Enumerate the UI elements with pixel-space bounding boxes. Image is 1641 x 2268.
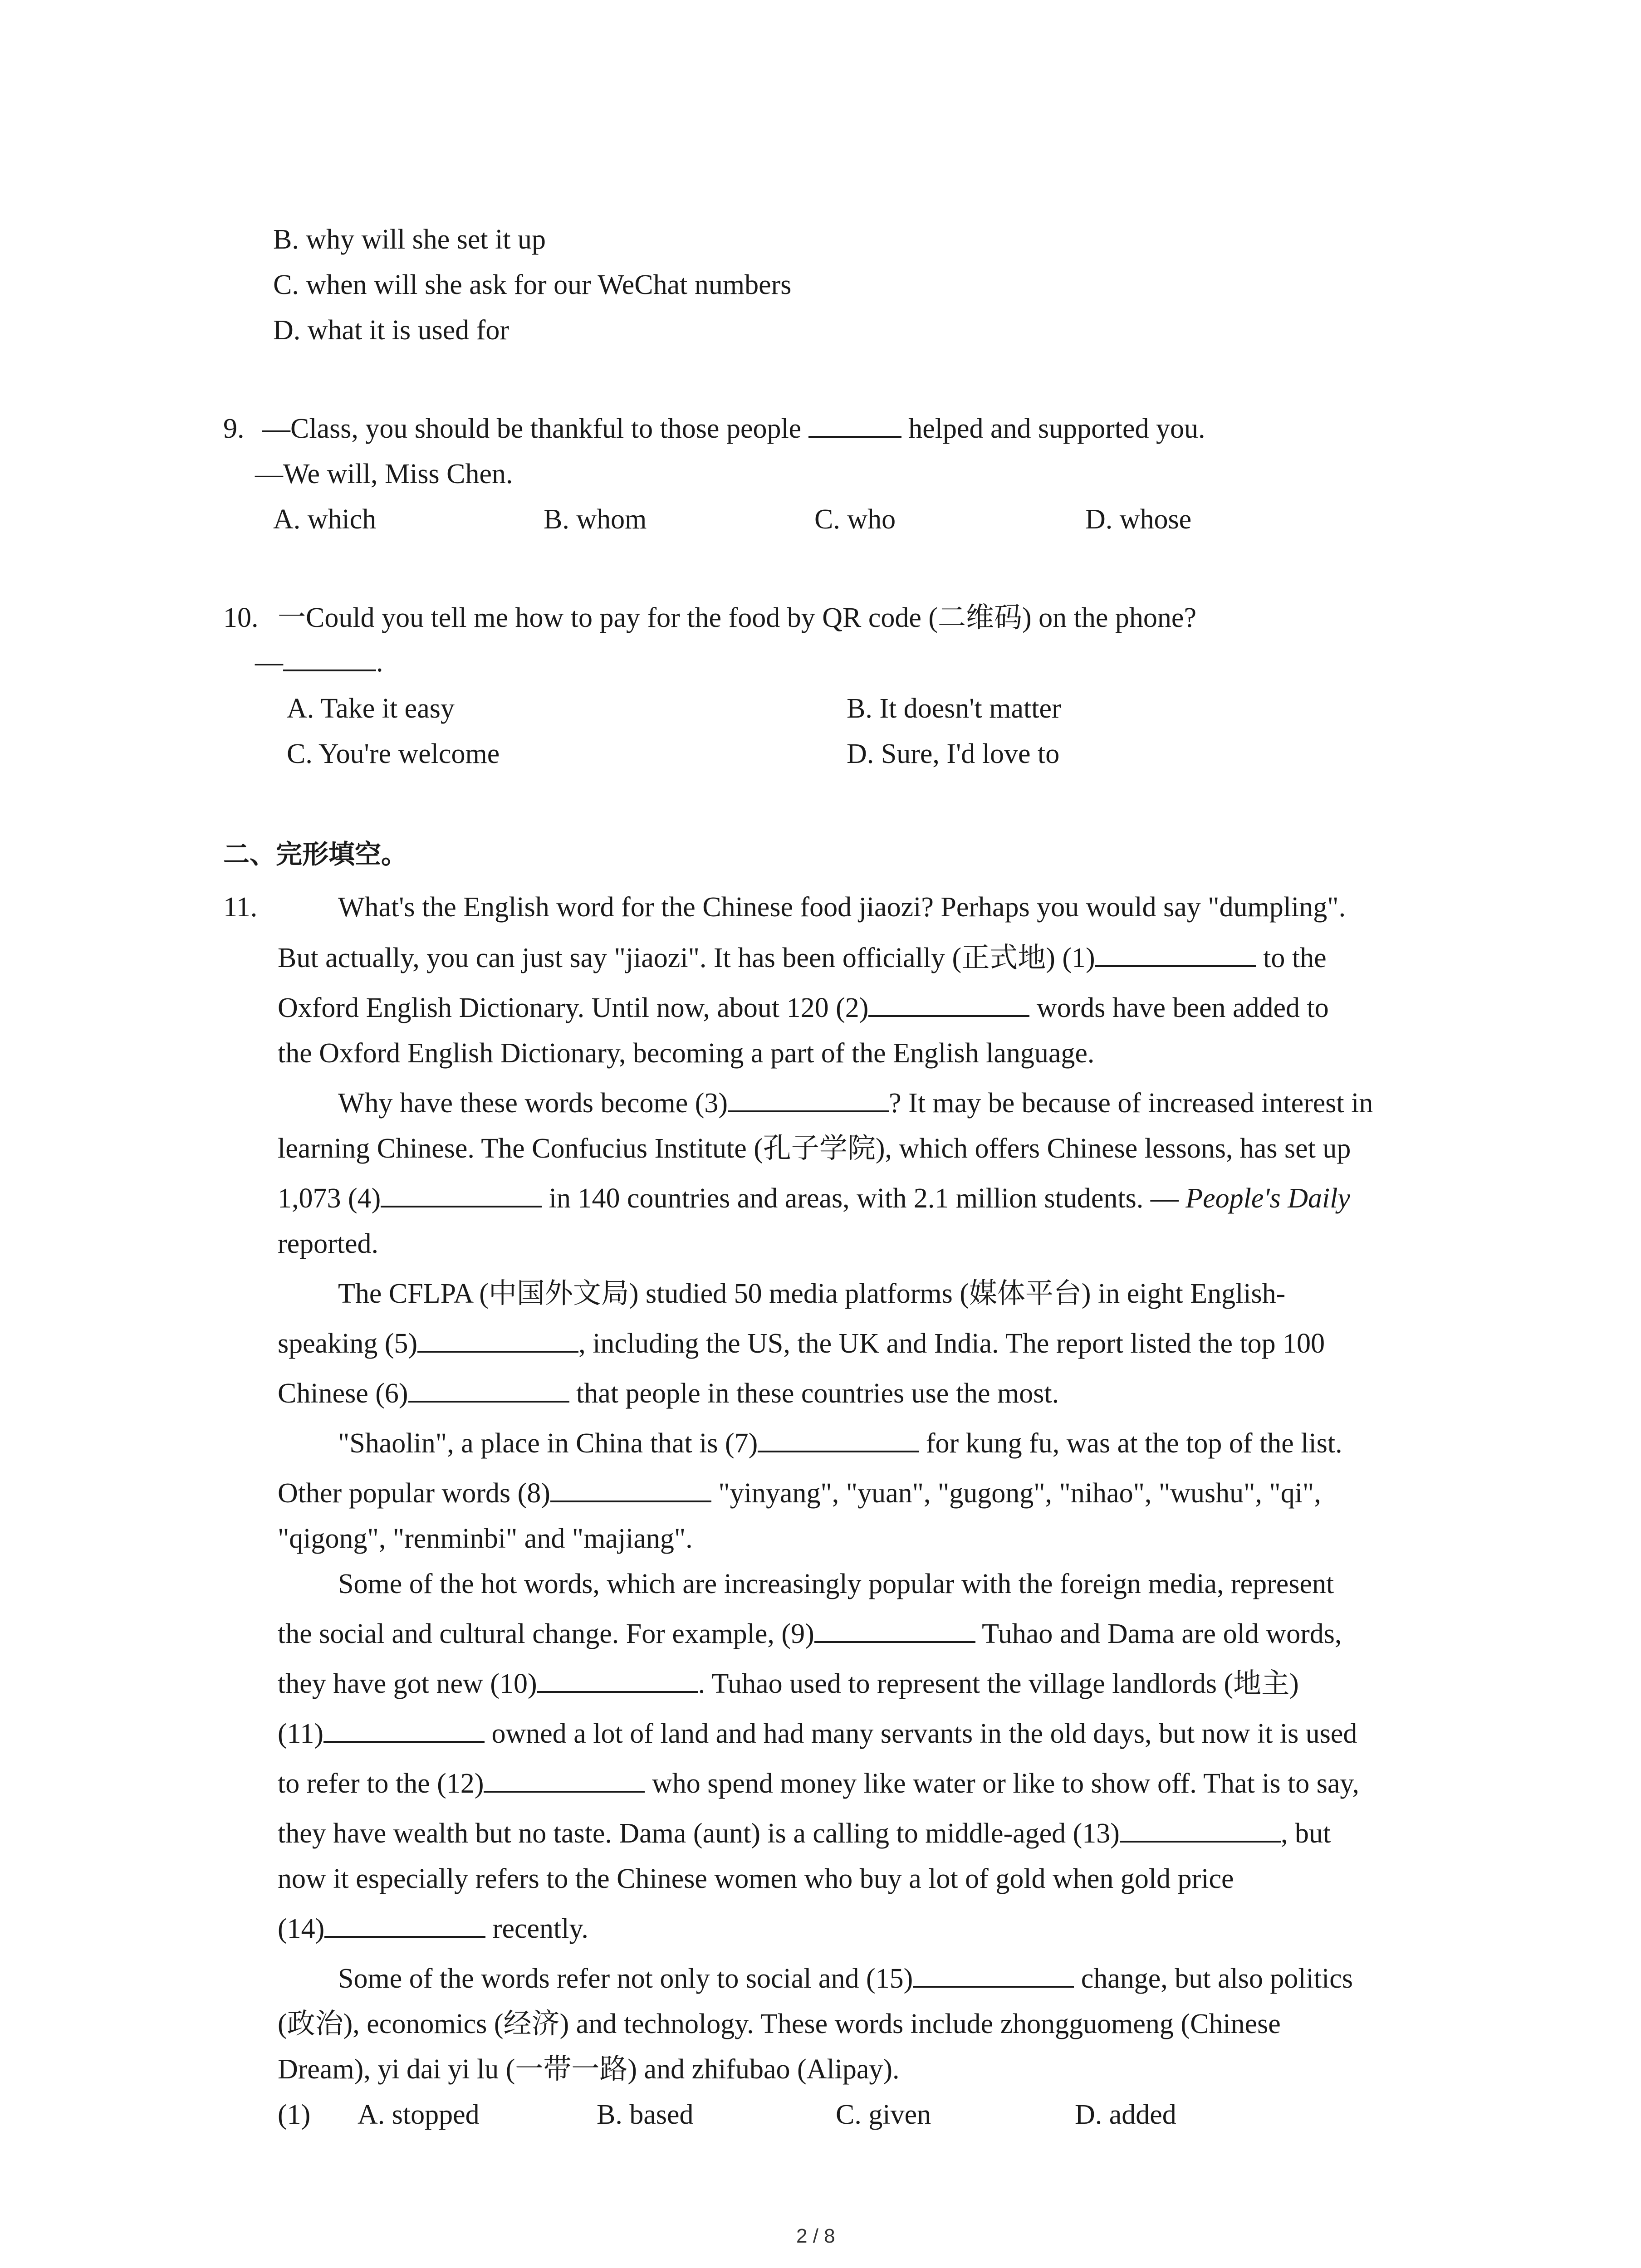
text-span: But actually, you can just say "jiaozi". It has been officially (正式地) (1): [278, 943, 1095, 973]
blank-15: [913, 1962, 1074, 1988]
q10-line1: 一Could you tell me how to pay for the food by QR code (二维码) on the phone?: [278, 602, 1196, 633]
blank-6: [408, 1377, 569, 1403]
q9-blank: [808, 412, 901, 438]
sub1-label: (1): [278, 2099, 311, 2130]
q10-dash: —: [255, 647, 283, 678]
text-span: Chinese (6): [278, 1378, 408, 1409]
text-span: they have got new (10): [278, 1668, 537, 1699]
text-span: Oxford English Dictionary. Until now, about 120 (2): [278, 992, 869, 1023]
q11-p5-line7: now it especially refers to the Chinese women who buy a lot of gold when gold price: [278, 1863, 1234, 1894]
blank-7: [758, 1427, 919, 1452]
q11-p5-line8: [278, 1911, 588, 1947]
blank-14: [324, 1912, 485, 1938]
q8-option-c: C. when will she ask for our WeChat numbers: [273, 269, 792, 300]
q11-p1-line1: What's the English word for the Chinese food jiaozi? Perhaps you would say "dumpling".: [338, 892, 1346, 923]
q11-p3-line2: [278, 1325, 1325, 1362]
q8-option-d: D. what it is used for: [273, 315, 509, 346]
sub1-option-d: D. added: [1075, 2099, 1176, 2130]
q11-p5-line2: [278, 1616, 1342, 1652]
q11-p5-line5: [278, 1765, 1359, 1802]
q10-option-b: B. It doesn't matter: [847, 693, 1061, 724]
q11-p2-line3: [278, 1180, 1350, 1217]
text-span: Other popular words (8): [278, 1478, 550, 1509]
sub1-option-b: B. based: [597, 2099, 694, 2130]
q9-line1: [262, 411, 1205, 447]
q9-option-b: B. whom: [544, 504, 647, 535]
q11-p4-line3: "qigong", "renminbi" and "majiang".: [278, 1523, 693, 1554]
q11-p3-line1: The CFLPA (中国外文局) studied 50 media platforms (媒体平台) in eight English-: [338, 1278, 1286, 1309]
blank-12: [484, 1767, 645, 1793]
blank-9: [814, 1618, 975, 1643]
text-span: to the: [1256, 943, 1327, 973]
blank-4: [381, 1182, 542, 1207]
blank-5: [417, 1327, 578, 1353]
sub1-option-c: C. given: [836, 2099, 931, 2130]
blank-11: [323, 1717, 485, 1743]
q11-p2-line4: reported.: [278, 1228, 379, 1259]
q9-line1-part-a: —Class, you should be thankful to those people: [262, 413, 802, 444]
q10-option-c: C. You're welcome: [287, 738, 500, 769]
q11-p5-line4: [278, 1716, 1357, 1752]
q9-option-d: D. whose: [1085, 504, 1192, 535]
q9-number: 9.: [223, 413, 245, 444]
q11-p5-line3: [278, 1666, 1299, 1702]
q9-option-a: A. which: [273, 504, 377, 535]
q10-blank: [283, 646, 376, 671]
text-span: (11): [278, 1718, 323, 1749]
text-span: for kung fu, was at the top of the list.: [919, 1428, 1342, 1459]
text-span: who spend money like water or like to show off. That is to say,: [645, 1768, 1359, 1799]
q11-p6-line3: Dream), yi dai yi lu (一带一路) and zhifubao (Alipay).: [278, 2054, 900, 2085]
text-span: . Tuhao used to represent the village landlords (地主): [698, 1668, 1299, 1699]
blank-3: [728, 1087, 889, 1112]
text-span: that people in these countries use the most.: [569, 1378, 1059, 1409]
blank-2: [868, 992, 1029, 1017]
blank-10: [537, 1667, 698, 1693]
q9-line2: —We will, Miss Chen.: [255, 459, 513, 489]
text-span: Tuhao and Dama are old words,: [975, 1618, 1342, 1649]
q11-p3-line3: [278, 1375, 1059, 1412]
sub1-option-a: A. stopped: [358, 2099, 480, 2130]
q10-option-a: A. Take it easy: [287, 693, 455, 724]
q11-p4-line2: [278, 1475, 1321, 1511]
q10-period: .: [376, 647, 383, 678]
text-span: , but: [1280, 1818, 1331, 1849]
q11-p6-line1: [338, 1960, 1353, 1997]
text-span: (14): [278, 1913, 325, 1944]
text-span: Why have these words become (3): [338, 1088, 728, 1119]
q11-p2-line2: learning Chinese. The Confucius Institute (孔子学院), which offers Chinese lessons, has set up: [278, 1133, 1351, 1164]
text-span: speaking (5): [278, 1328, 418, 1359]
q11-p6-line2: (政治), economics (经济) and technology. These words include zhongguomeng (Chinese: [278, 2009, 1281, 2039]
text-span: words have been added to: [1029, 992, 1329, 1023]
q11-p5-line6: [278, 1815, 1331, 1852]
text-span: ? It may be because of increased interest in: [889, 1088, 1373, 1119]
q11-p5-line1: Some of the hot words, which are increasingly popular with the foreign media, represent: [338, 1569, 1334, 1599]
q11-p1-line4: the Oxford English Dictionary, becoming a part of the English language.: [278, 1038, 1095, 1069]
text-span: 1,073 (4): [278, 1183, 381, 1214]
q11-p2-line1: [338, 1085, 1373, 1121]
text-span: they have wealth but no taste. Dama (aunt) is a calling to middle-aged (13): [278, 1818, 1120, 1849]
section-heading-cloze: 二、完形填空。: [223, 839, 408, 870]
text-span: in 140 countries and areas, with 2.1 million students. —: [542, 1183, 1186, 1214]
q11-number: 11.: [223, 892, 258, 923]
newspaper-name: People's Daily: [1185, 1183, 1350, 1214]
text-span: Some of the words refer not only to social and (15): [338, 1963, 913, 1994]
blank-1: [1095, 942, 1256, 967]
text-span: recently.: [485, 1913, 588, 1944]
q10-line2: [255, 644, 383, 680]
text-span: owned a lot of land and had many servants in the old days, but now it is used: [485, 1718, 1357, 1749]
page-number: 2 / 8: [796, 2225, 835, 2247]
q9-line1-part-b: helped and supported you.: [908, 413, 1205, 444]
q9-option-c: C. who: [814, 504, 896, 535]
text-span: , including the US, the UK and India. The report listed the top 100: [578, 1328, 1325, 1359]
q10-number: 10.: [223, 602, 259, 633]
q10-option-d: D. Sure, I'd love to: [847, 738, 1060, 769]
text-span: change, but also politics: [1074, 1963, 1353, 1994]
text-span: "yinyang", "yuan", "gugong", "nihao", "wushu", "qi",: [711, 1478, 1321, 1509]
text-span: to refer to the (12): [278, 1768, 484, 1799]
q11-p1-line2: [278, 940, 1327, 976]
blank-8: [550, 1477, 711, 1502]
q8-option-b: B. why will she set it up: [273, 224, 546, 255]
text-span: the social and cultural change. For example, (9): [278, 1618, 814, 1649]
text-span: "Shaolin", a place in China that is (7): [338, 1428, 758, 1459]
q11-p4-line1: [338, 1425, 1342, 1461]
blank-13: [1120, 1817, 1281, 1843]
q11-p1-line3: [278, 990, 1329, 1026]
